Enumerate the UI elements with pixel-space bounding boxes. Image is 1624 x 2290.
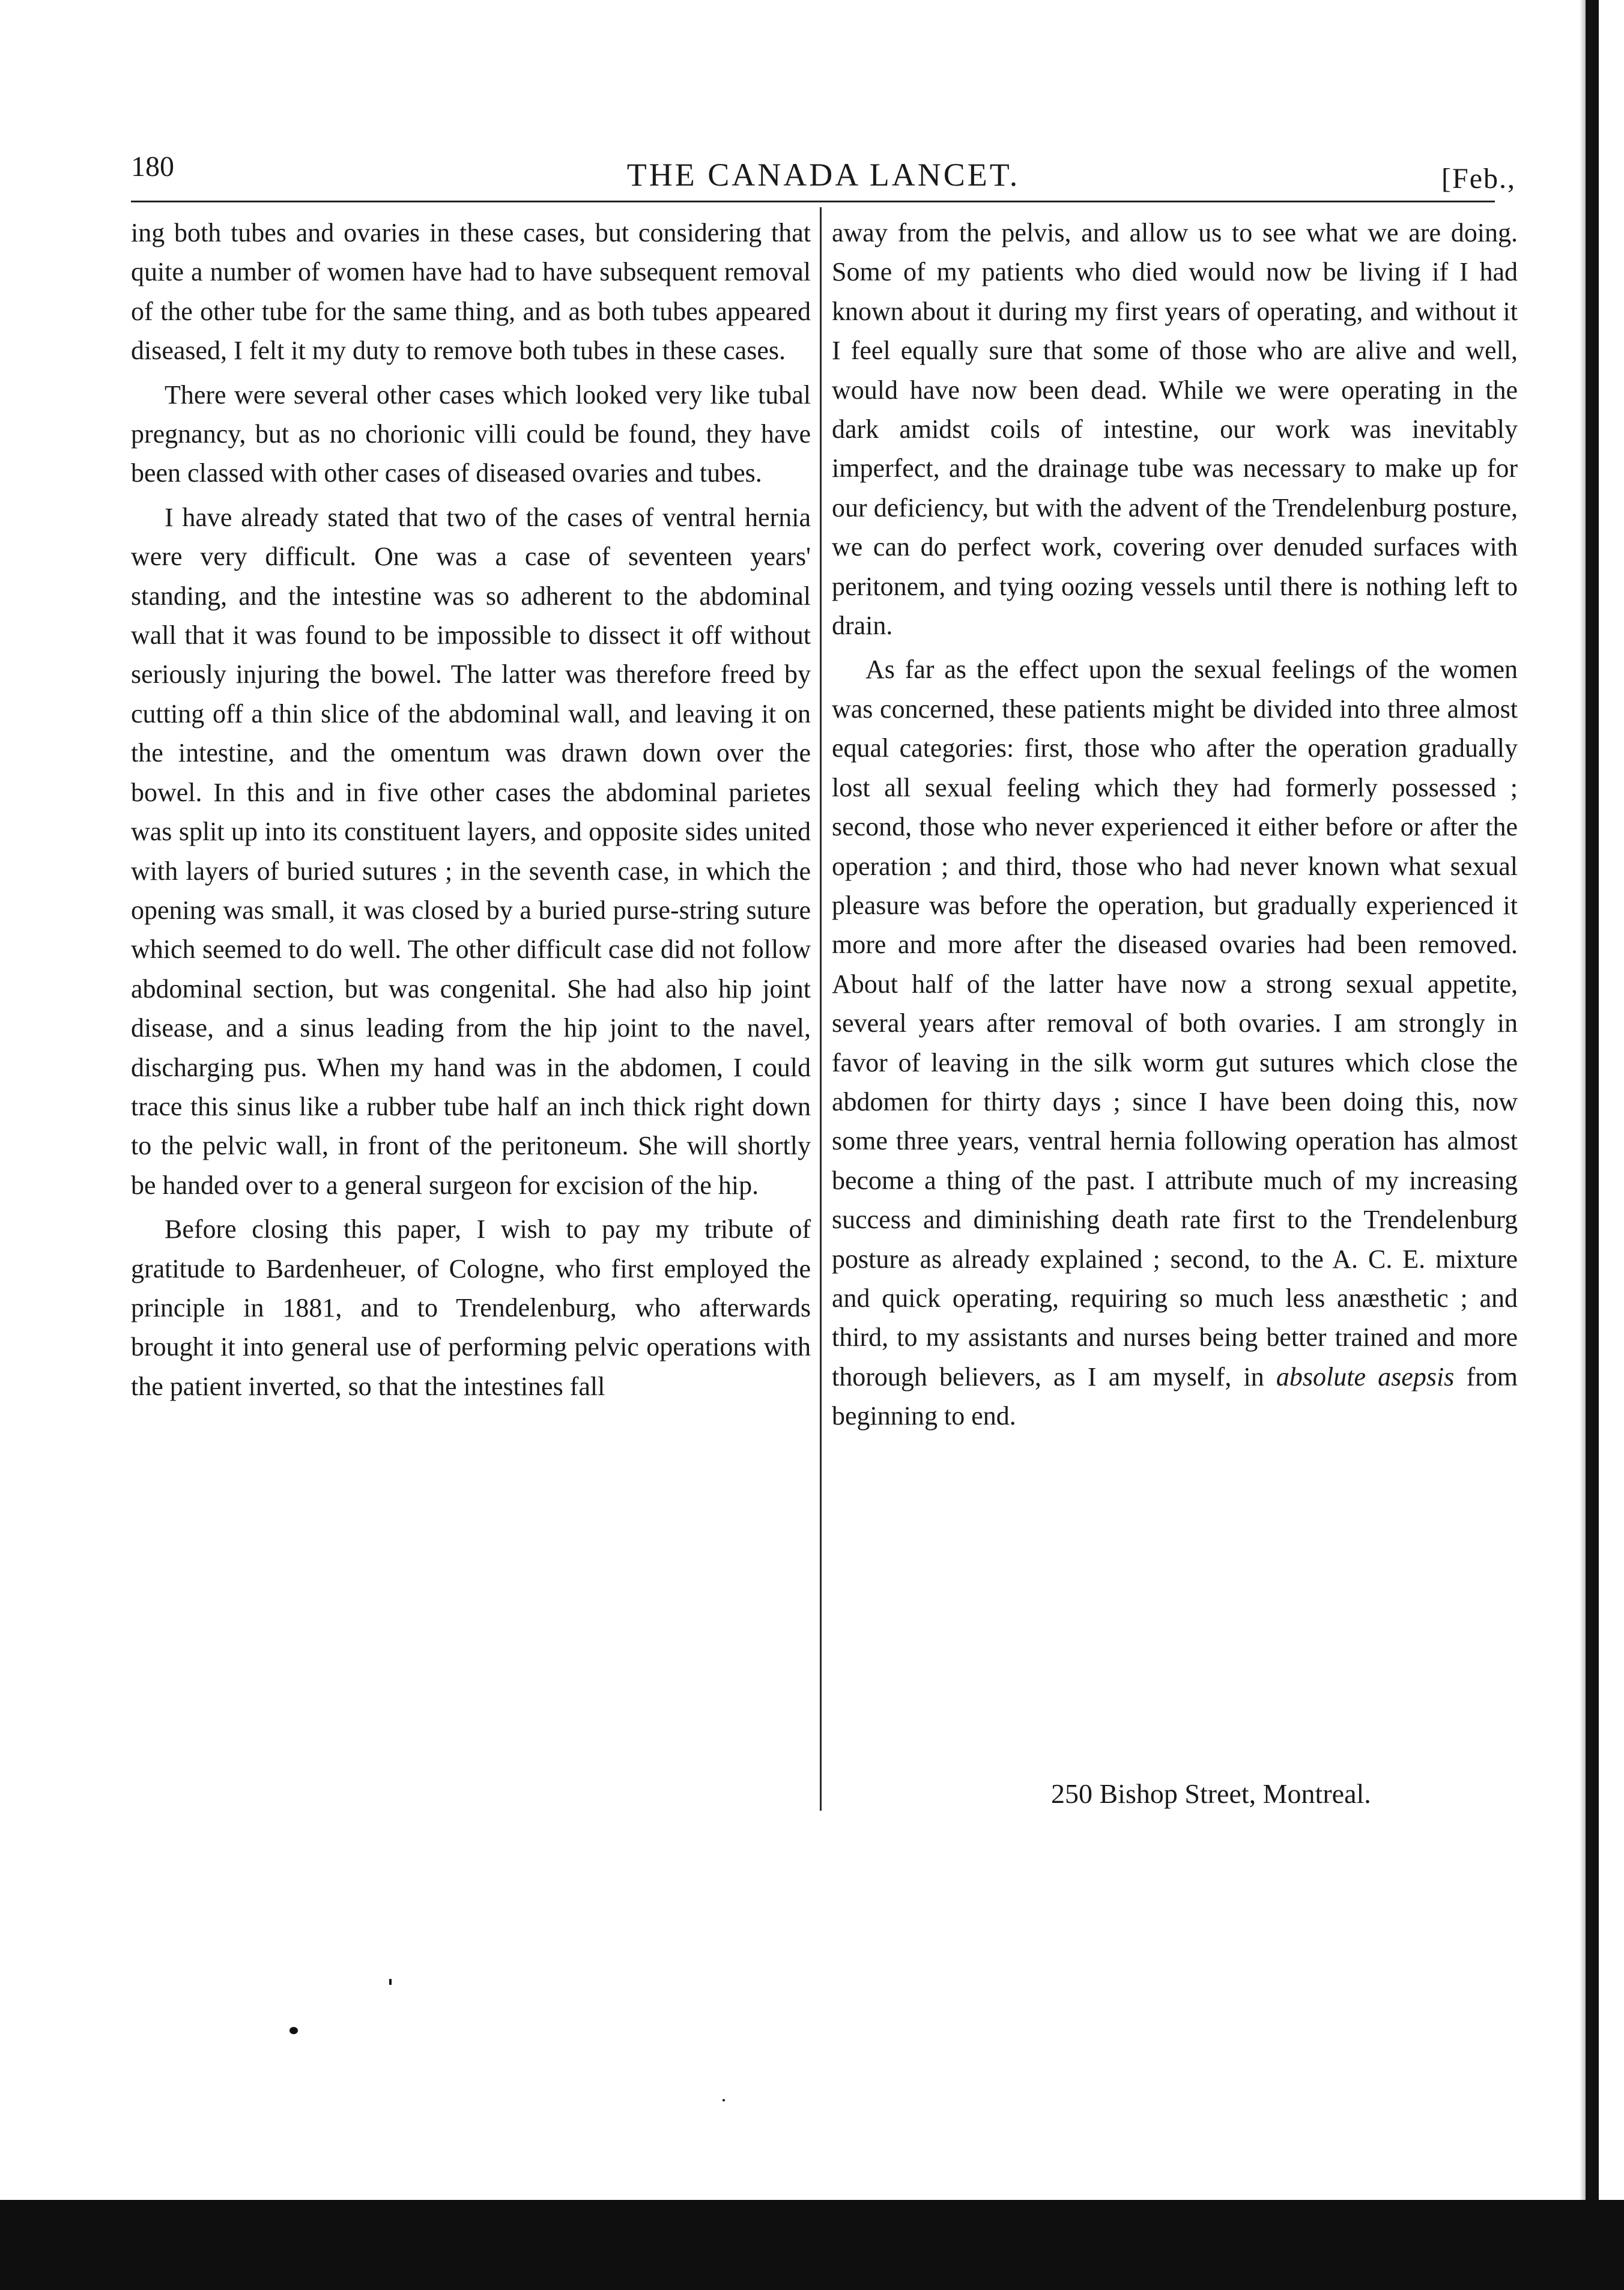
left-paragraph-3: I have already stated that two of the cases of ventral hernia were very difficult. One was a case of seventeen years' standing, and the intestine was so adherent to the abdominal wall that it was found to be impossible to dissect it off without seriously injuring the bowel. The latter was therefore freed by cutting off a thin slice of the abdominal wall, and leaving it on the intestine, and the omentum was drawn down over the bowel. In this and in five other cases the abdominal parietes was split up into its constituent layers, and opposite sides united with layers of buried sutures ; in the seventh case, in which the opening was small, it was closed by a buried purse-string suture which seemed to do well. The other difficult case did not follow abdominal section, but was congenital. She had also hip joint disease, and a sinus leading from the hip joint to the navel, discharging pus. When my hand was in the abdomen, I could trace this sinus like a rubber tube half an inch thick right down to the pelvic wall, in front of the peritoneum. She will shortly be handed over to a general surgeon for excision of the hip. <box>131 502 811 1200</box>
scan-bottom-edge <box>0 2200 1624 2290</box>
ink-speck <box>389 1979 392 1985</box>
left-paragraph-2: There were several other cases which looked very like tubal pregnancy, but as no chorionic villi could be found, they have been classed with other cases of diseased ovaries and tubes. <box>131 380 811 488</box>
issue-label: [Feb., <box>1441 163 1516 195</box>
left-paragraph-4: Before closing this paper, I wish to pay my tribute of gratitude to Bardenheuer, of Cologne, who first employed the principle in 1881, and to Trendelenburg, who afterwards brought it into general use of performing pelvic operations with the patient inverted, so that the intestines fall <box>131 1214 811 1401</box>
spine-shadow <box>1580 0 1586 2290</box>
right-paragraph-2-end: from beginning to end. <box>832 1362 1518 1431</box>
ink-speck <box>289 2027 298 2034</box>
right-column <box>832 213 1518 1441</box>
column-divider <box>820 207 822 1811</box>
page-number: 180 <box>131 151 174 183</box>
left-column <box>131 213 811 1411</box>
ink-speck <box>723 2099 725 2101</box>
header-rule <box>131 201 1495 202</box>
right-paragraph-2-text: As far as the effect upon the sexual feelings of the women was concerned, these patients might be divided into three almost equal categories: first, those who after the operation gradually lost all sexual feeling which they had formerly possessed ; second, those who never experienced it either before or after the operation ; and third, those who had never known what sexual pleasure was before the operation, but gradually experienced it more and more after the diseased ovaries had been removed. About half of the latter have now a strong sexual appetite, several years after removal of both ovaries. I am strongly in favor of leaving in the silk worm gut sutures which close the abdomen for thirty days ; since I have been doing this, now some three years, ventral hernia following operation has almost become a thing of the past. I attribute much of my increasing success and diminishing death rate first to the Trendelenburg posture as already explained ; second, to the A. C. E. mixture and quick operating, requiring so much less anæsthetic ; and third, to my assistants and nurses being better trained and more thorough believers, as I am myself, in <box>832 655 1518 1392</box>
left-paragraph-1: ing both tubes and ovaries in these cases, but considering that quite a number of women have had to have subsequent removal of the other tube for the same thing, and as both tubes appeared diseased, I felt it my duty to remove both tubes in these cases. <box>131 218 811 366</box>
author-address: 250 Bishop Street, Montreal. <box>1051 1778 1371 1809</box>
right-paragraph-2 <box>832 650 1518 1435</box>
italic-phrase: absolute asepsis <box>1276 1362 1455 1392</box>
right-paragraph-1: away from the pelvis, and allow us to see what we are doing. Some of my patients who died would now be living if I had known about it during my first years of operating, and without it I feel equally sure that some of those who are alive and well, would have now been dead. While we were operating in the dark amidst coils of intestine, our work was inevitably imperfect, and the drainage tube was necessary to make up for our deficiency, but with the advent of the Trendelenburg posture, we can do perfect work, covering over denuded surfaces with peritonem, and tying oozing vessels until there is nothing left to drain. <box>832 218 1518 641</box>
journal-title: THE CANADA LANCET. <box>626 157 1020 193</box>
running-header <box>131 150 1516 198</box>
binding-spine <box>1586 0 1599 2290</box>
